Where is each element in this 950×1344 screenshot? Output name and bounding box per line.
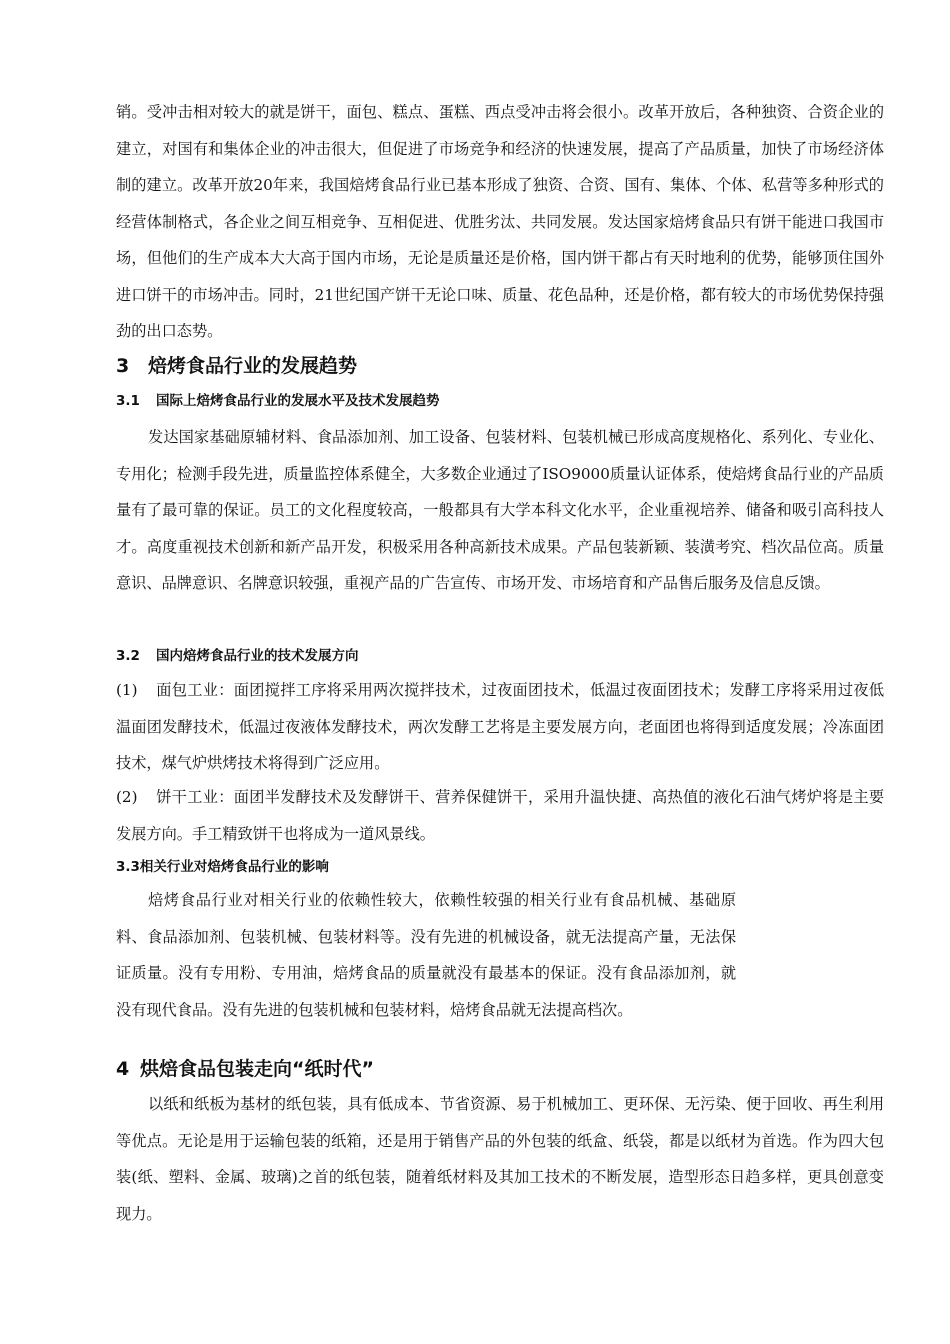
section-4-paragraph: 以纸和纸板为基材的纸包装，具有低成本、节省资源、易于机械加工、更环保、无污染、便于回收、再生利用等优点。无论是用于运输包装的纸箱，还是用于销售产品的外包装的纸盒、纸袋，都是以纸材为首选。作为四大包装(纸、塑料、金属、玻璃)之首的纸包装，随着纸材料及其加工技术的不断发展，造型形态日趋多样，更具创意变现力。 xyxy=(116,1095,884,1223)
intro-paragraph: 销。受冲击相对较大的就是饼干，面包、糕点、蛋糕、西点受冲击将会很小。改革开放后，各种独资、合资企业的建立，对国有和集体企业的冲击很大，但促进了市场竞争和经济的快速发展，提高了产品质量，加快了市场经济体制的建立。改革开放20年来，我国焙烤食品行业已基本形成了独资、合资、国有、集体、个体、私营等多种形式的经营体制格式，各企业之间互相竞争、互相促进、优胜劣汰、共同发展。发达国家焙烤食品只有饼干能进口我国市场，但他们的生产成本大大高于国内市场，无论是质量还是价格，国内饼干都占有天时地利的优势，能够顶住国外进口饼干的市场冲击。同时，21世纪国产饼干无论口味、质量、花色品种，还是价格，都有较大的市场优势保持强劲的出口态势。 xyxy=(116,103,884,340)
list-item-bread-marker: (1) xyxy=(116,681,138,699)
section-3-2-heading xyxy=(116,645,359,667)
section-4-heading xyxy=(116,1055,374,1083)
section-3-1-number: 3.1 xyxy=(116,393,140,409)
list-item-biscuit-marker: (2) xyxy=(116,788,138,806)
section-3-3-number: 3.3 xyxy=(116,859,140,875)
section-4-title: 烘焙食品包装走向“纸时代” xyxy=(140,1058,374,1080)
list-item-bread-text: 面包工业：面团搅拌工序将采用两次搅拌技术，过夜面团技术，低温过夜面团技术；发酵工序将采用过夜低温面团发酵技术，低温过夜液体发酵技术，两次发酵工艺将是主要发展方向，老面团也将得到适度发展；冷冻面团技术，煤气炉烘烤技术将得到广泛应用。 xyxy=(116,681,884,772)
section-3-1-heading xyxy=(116,390,440,412)
section-3-2-title: 国内焙烤食品行业的技术发展方向 xyxy=(156,648,359,664)
list-item-biscuit xyxy=(116,779,884,852)
list-item-biscuit-text: 饼干工业：面团半发酵技术及发酵饼干、营养保健饼干，采用升温快捷、高热值的液化石油气烤炉将是主要发展方向。手工精致饼干也将成为一道风景线。 xyxy=(116,788,884,843)
section-3-heading xyxy=(116,352,357,380)
section-4-number: 4 xyxy=(116,1058,130,1080)
section-3-number: 3 xyxy=(116,355,130,377)
section-3-title: 焙烤食品行业的发展趋势 xyxy=(148,355,358,377)
section-3-1-paragraph: 发达国家基础原辅材料、食品添加剂、加工设备、包装材料、包装机械已形成高度规格化、系列化、专业化、专用化；检测手段先进，质量监控体系健全，大多数企业通过了ISO9000质量认证体系，使焙烤食品行业的产品质量有了最可靠的保证。员工的文化程度较高，一般都具有大学本科文化水平，企业重视培养、储备和吸引高科技人才。高度重视技术创新和新产品开发，积极采用各种高新技术成果。产品包装新颖、装潢考究、档次品位高。质量意识、品牌意识、名牌意识较强，重视产品的广告宣传、市场开发、市场培育和产品售后服务及信息反馈。 xyxy=(116,428,884,592)
section-3-3-heading xyxy=(116,856,329,878)
section-3-3-title: 相关行业对焙烤食品行业的影响 xyxy=(139,859,329,875)
section-3-2-number: 3.2 xyxy=(116,648,140,664)
section-3-3-paragraph: 焙烤食品行业对相关行业的依赖性较大，依赖性较强的相关行业有食品机械、基础原料、食品添加剂、包装机械、包装材料等。没有先进的机械设备，就无法提高产量，无法保证质量。没有专用粉、专用油，焙烤食品的质量就没有最基本的保证。没有食品添加剂，就没有现代食品。没有先进的包装机械和包装材料，焙烤食品就无法提高档次。 xyxy=(116,891,736,1019)
list-item-bread xyxy=(116,672,884,782)
section-3-1-title: 国际上焙烤食品行业的发展水平及技术发展趋势 xyxy=(156,393,440,409)
